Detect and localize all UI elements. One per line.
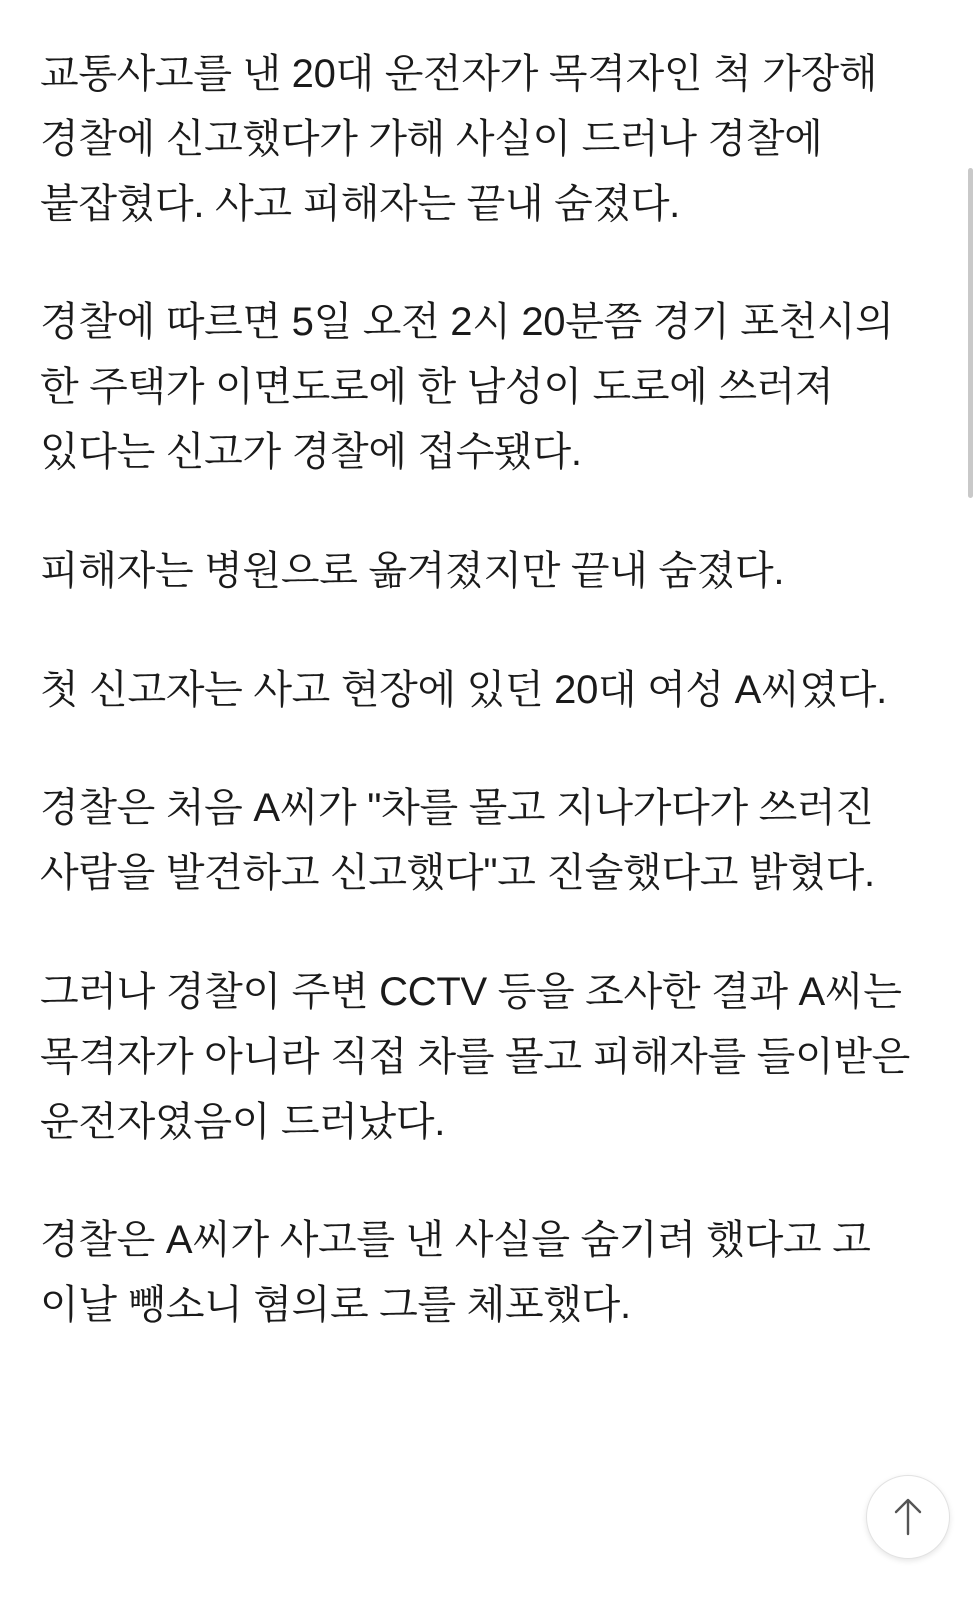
arrow-up-icon [889,1496,927,1538]
article-paragraph: 경찰은 처음 A씨가 "차를 몰고 지나가다가 쓰러진 사람을 발견하고 신고했다"고 진술했다고 밝혔다. [40,786,875,896]
article-paragraph: 교통사고를 낸 20대 운전자가 목격자인 척 가장해 경찰에 신고했다가 가해 사실이 드러나 경찰에 붙잡혔다. 사고 피해자는 끝내 숨졌다. [40,52,878,226]
scroll-to-top-button[interactable] [866,1475,950,1559]
article-paragraph: 피해자는 병원으로 옮겨졌지만 끝내 숨졌다. [40,548,785,593]
article-paragraph: 경찰에 따르면 5일 오전 2시 20분쯤 경기 포천시의 한 주택가 이면도로에 한 남성이 도로에 쓰러져 있다는 신고가 경찰에 접수됐다. [40,300,894,474]
scrollbar-thumb[interactable] [968,168,973,498]
article-paragraph: 경찰은 A씨가 사고를 낸 사실을 숨기려 했다고 고 이날 뺑소니 혐의로 그를 체포했다. [40,1218,871,1328]
article-paragraph: 그러나 경찰이 주변 CCTV 등을 조사한 결과 A씨는 목격자가 아니라 직접 차를 몰고 피해자를 들이받은 운전자였음이 드러났다. [40,969,911,1144]
article-paragraph: 첫 신고자는 사고 현장에 있던 20대 여성 A씨였다. [40,667,887,712]
vertical-scrollbar[interactable] [970,0,977,1601]
